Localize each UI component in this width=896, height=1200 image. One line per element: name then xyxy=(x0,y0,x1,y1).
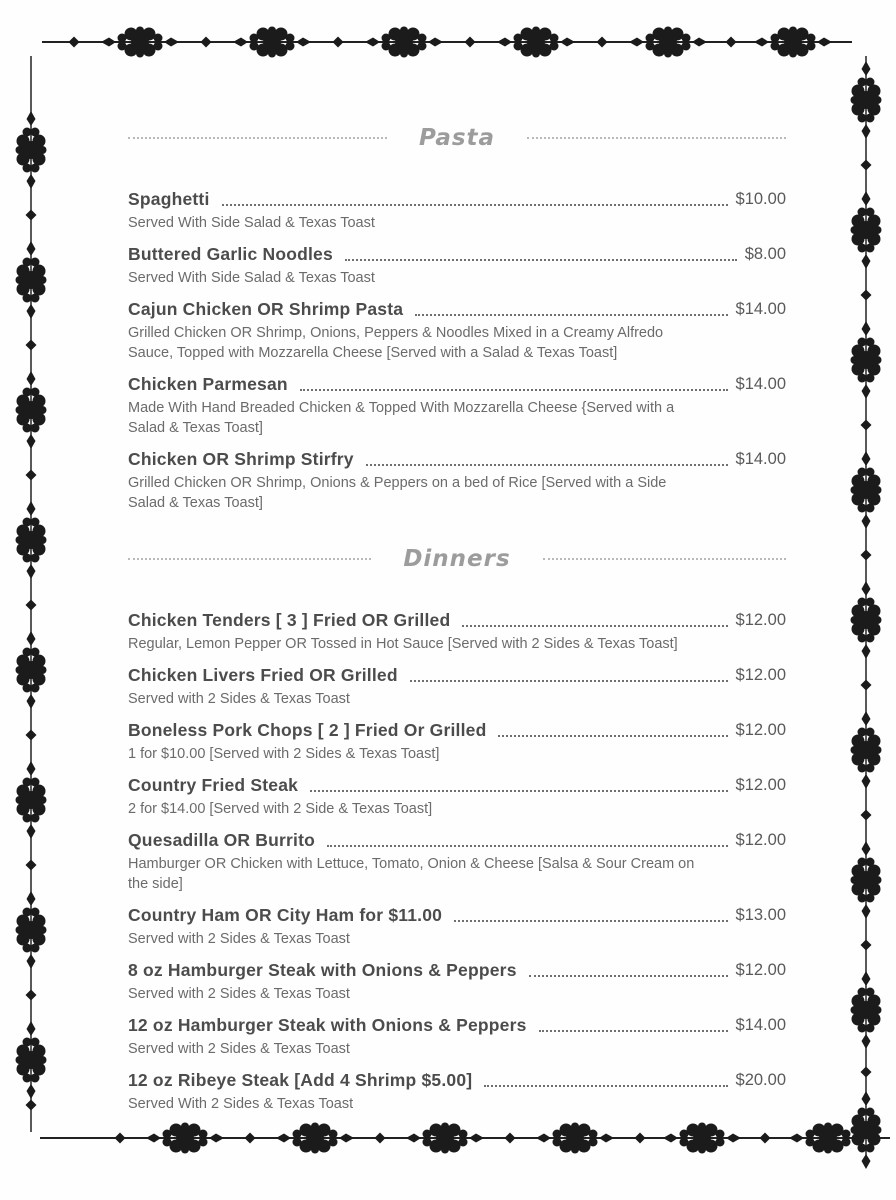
item-price: $10.00 xyxy=(735,190,786,209)
price-leader-dots xyxy=(484,1085,727,1087)
item-description: Served with 2 Sides & Texas Toast xyxy=(128,931,350,948)
item-row xyxy=(128,1068,786,1093)
item-name: Country Ham OR City Ham for $11.00 xyxy=(128,905,443,926)
section-header xyxy=(128,527,786,591)
menu-sections xyxy=(128,106,786,1123)
item-row xyxy=(128,663,786,688)
section-items xyxy=(128,187,786,513)
menu-item xyxy=(128,242,786,288)
item-description: Served with 2 Sides & Texas Toast xyxy=(128,691,350,708)
item-description: Made With Hand Breaded Chicken & Topped With Mozzarella Cheese {Served with a Salad & Texas Toast] xyxy=(128,400,675,437)
item-name: 8 oz Hamburger Steak with Onions & Peppers xyxy=(128,960,517,981)
price-leader-dots xyxy=(498,735,727,737)
item-price: $12.00 xyxy=(735,961,786,980)
item-name: Buttered Garlic Noodles xyxy=(128,244,333,265)
menu-item xyxy=(128,297,786,363)
top-border-ornament-icon xyxy=(0,10,896,74)
item-name: Chicken Tenders [ 3 ] Fried OR Grilled xyxy=(128,610,451,631)
price-leader-dots xyxy=(345,259,737,261)
item-description: Served With 2 Sides & Texas Toast xyxy=(128,1096,354,1113)
section-items xyxy=(128,608,786,1114)
item-row xyxy=(128,958,786,983)
price-leader-dots xyxy=(222,204,728,206)
item-row xyxy=(128,718,786,743)
menu-item xyxy=(128,447,786,513)
menu-item xyxy=(128,663,786,709)
item-name: Spaghetti xyxy=(128,189,210,210)
item-description: Grilled Chicken OR Shrimp, Onions & Peppers on a bed of Rice [Served with a Side Salad & Texas Toast] xyxy=(128,475,667,512)
item-row xyxy=(128,608,786,633)
left-border-ornament-icon xyxy=(8,0,56,1200)
item-description: 1 for $10.00 [Served with 2 Sides & Texas Toast] xyxy=(128,746,440,763)
item-price: $12.00 xyxy=(735,611,786,630)
item-price: $12.00 xyxy=(735,721,786,740)
item-price: $14.00 xyxy=(735,375,786,394)
item-description: 2 for $14.00 [Served with 2 Side & Texas Toast] xyxy=(128,801,433,818)
item-name: Chicken Parmesan xyxy=(128,374,288,395)
item-row xyxy=(128,773,786,798)
item-name: Quesadilla OR Burrito xyxy=(128,830,316,851)
item-row xyxy=(128,372,786,397)
item-price: $12.00 xyxy=(735,666,786,685)
item-description: Hamburger OR Chicken with Lettuce, Tomato, Onion & Cheese [Salsa & Sour Cream on the side] xyxy=(128,856,695,893)
menu-item xyxy=(128,958,786,1004)
right-border-ornament-icon xyxy=(842,0,890,1200)
menu-item xyxy=(128,1068,786,1114)
price-leader-dots xyxy=(300,389,728,391)
item-row xyxy=(128,297,786,322)
item-description: Served with 2 Sides & Texas Toast xyxy=(128,1041,350,1058)
item-row xyxy=(128,242,786,267)
menu-item xyxy=(128,718,786,764)
item-price: $14.00 xyxy=(735,1016,786,1035)
item-description: Served With Side Salad & Texas Toast xyxy=(128,270,375,287)
item-row xyxy=(128,828,786,853)
item-price: $13.00 xyxy=(735,906,786,925)
menu-item xyxy=(128,773,786,819)
menu-item xyxy=(128,1013,786,1059)
item-description: Served with 2 Sides & Texas Toast xyxy=(128,986,350,1003)
item-name: Boneless Pork Chops [ 2 ] Fried Or Grilled xyxy=(128,720,487,741)
price-leader-dots xyxy=(454,920,727,922)
section-title: Dinners xyxy=(403,546,511,573)
price-leader-dots xyxy=(310,790,727,792)
item-name: Country Fried Steak xyxy=(128,775,299,796)
section-divider-right xyxy=(543,558,786,560)
section-header xyxy=(128,106,786,170)
item-name: Chicken OR Shrimp Stirfry xyxy=(128,449,354,470)
item-description: Served With Side Salad & Texas Toast xyxy=(128,215,375,232)
item-price: $8.00 xyxy=(744,245,786,264)
menu-item xyxy=(128,828,786,894)
price-leader-dots xyxy=(410,680,728,682)
menu-item xyxy=(128,903,786,949)
price-leader-dots xyxy=(366,464,728,466)
menu-item xyxy=(128,187,786,233)
price-leader-dots xyxy=(327,845,728,847)
menu-section xyxy=(128,527,786,1114)
item-name: Cajun Chicken OR Shrimp Pasta xyxy=(128,299,404,320)
item-name: Chicken Livers Fried OR Grilled xyxy=(128,665,398,686)
item-name: 12 oz Ribeye Steak [Add 4 Shrimp $5.00] xyxy=(128,1070,473,1091)
item-row xyxy=(128,447,786,472)
item-row xyxy=(128,187,786,212)
price-leader-dots xyxy=(539,1030,728,1032)
menu-section xyxy=(128,106,786,513)
item-price: $14.00 xyxy=(735,450,786,469)
price-leader-dots xyxy=(462,625,727,627)
item-price: $12.00 xyxy=(735,831,786,850)
item-price: $14.00 xyxy=(735,300,786,319)
section-title: Pasta xyxy=(418,125,496,152)
item-row xyxy=(128,1013,786,1038)
section-divider-left xyxy=(128,558,371,560)
item-row xyxy=(128,903,786,928)
menu-item xyxy=(128,608,786,654)
section-divider-left xyxy=(128,137,387,139)
price-leader-dots xyxy=(529,975,728,977)
item-price: $12.00 xyxy=(735,776,786,795)
price-leader-dots xyxy=(415,314,727,316)
section-divider-right xyxy=(527,137,786,139)
item-name: 12 oz Hamburger Steak with Onions & Peppers xyxy=(128,1015,527,1036)
menu-item xyxy=(128,372,786,438)
item-description: Grilled Chicken OR Shrimp, Onions, Peppers & Noodles Mixed in a Creamy Alfredo Sauce, Topped with Mozzarella Cheese [Served with a Salad & Texas Toast] xyxy=(128,325,664,362)
item-description: Regular, Lemon Pepper OR Tossed in Hot Sauce [Served with 2 Sides & Texas Toast] xyxy=(128,636,678,653)
item-price: $20.00 xyxy=(735,1071,786,1090)
